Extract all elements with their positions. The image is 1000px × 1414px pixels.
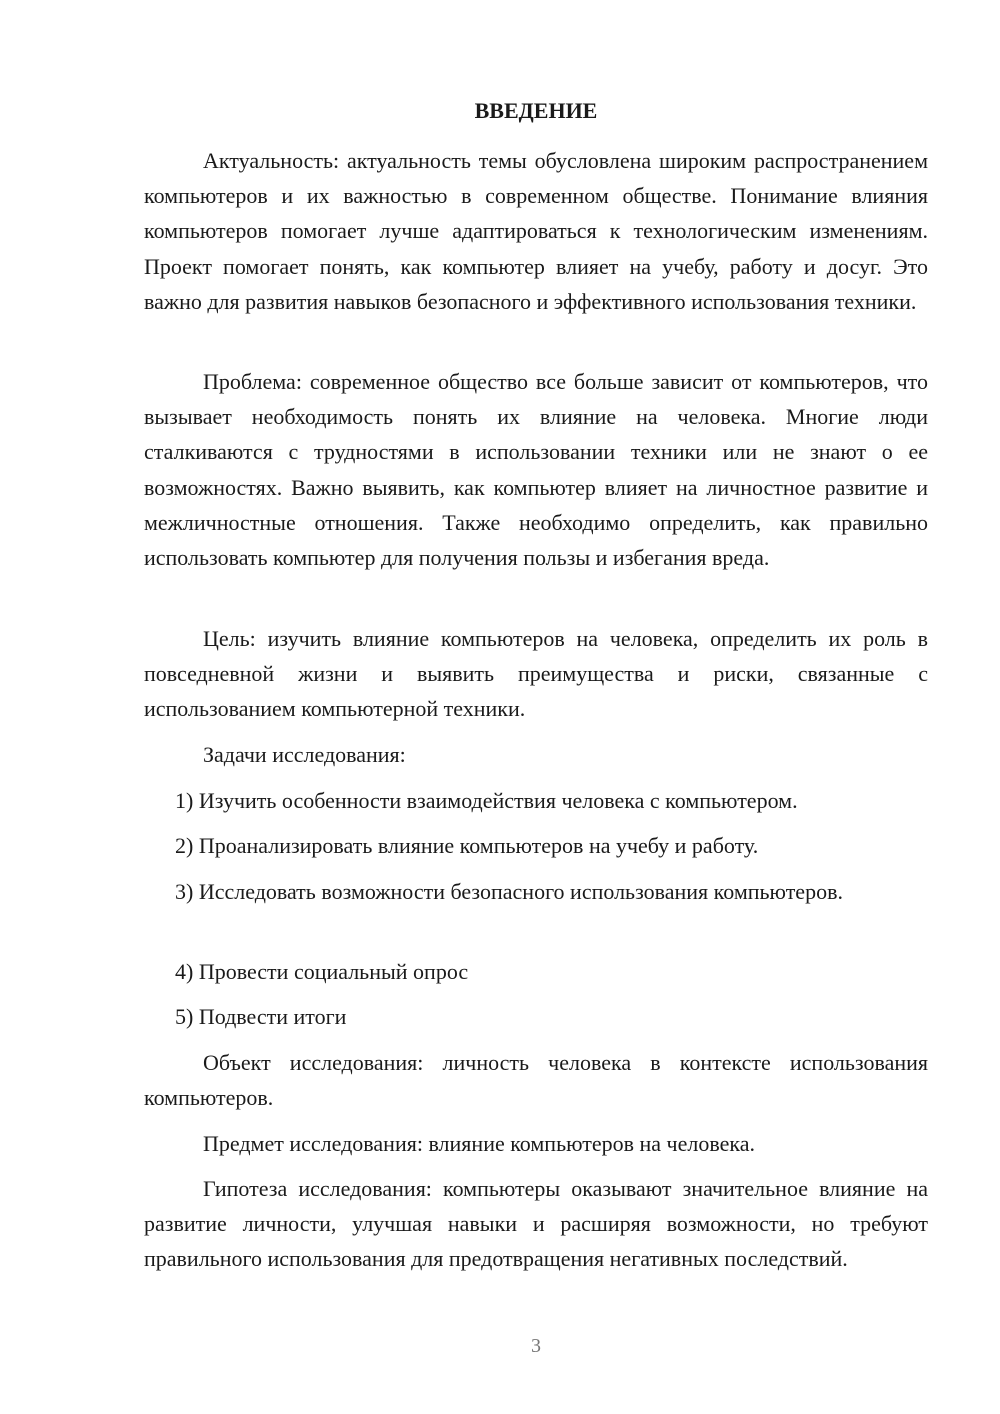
paragraph-goal: Цель: изучить влияние компьютеров на человека, определить их роль в повседневной жизни и выявить преимущества и риски, связанные с использованием компьютерной техники. — [144, 626, 928, 722]
task-item-1: 1) Изучить особенности взаимодействия человека с компьютером. — [175, 788, 798, 813]
paragraph-relevance: Актуальность: актуальность темы обусловлена широким распространением компьютеров и их важностью в современном обществе. Понимание влияния компьютеров помогает лучше адаптироваться к технологическим изменениям. Проект помогает понять, как компьютер влияет на учебу, работу и досуг. Это важно для развития навыков безопасного и эффективного использования техники. — [144, 148, 928, 314]
paragraph-subject: Предмет исследования: влияние компьютеров на человека. — [203, 1131, 756, 1156]
task-item-2: 2) Проанализировать влияние компьютеров на учебу и работу. — [175, 833, 759, 858]
task-item-5: 5) Подвести итоги — [175, 1004, 347, 1029]
task-item-4: 4) Провести социальный опрос — [175, 959, 469, 984]
paragraph-hypothesis: Гипотеза исследования: компьютеры оказывают значительное влияние на развитие личности, улучшая навыки и расширяя возможности, но требуют правильного использования для предотвращения негативных последствий. — [144, 1176, 928, 1272]
paragraph-object: Объект исследования: личность человека в контексте использования компьютеров. — [144, 1050, 928, 1111]
paragraph-problem: Проблема: современное общество все больше зависит от компьютеров, что вызывает необходимость понять их влияние на человека. Многие люди сталкиваются с трудностями в использовании техники или не знают о ее возможностях. Важно выявить, как компьютер влияет на личностное развитие и межличностные отношения. Также необходимо определить, как правильно использовать компьютер для получения пользы и избегания вреда. — [144, 369, 928, 571]
tasks-title: Задачи исследования: — [203, 742, 406, 767]
page-number: 3 — [531, 1335, 541, 1357]
section-heading: ВВЕДЕНИЕ — [474, 98, 598, 123]
task-item-3: 3) Исследовать возможности безопасного использования компьютеров. — [175, 879, 843, 904]
